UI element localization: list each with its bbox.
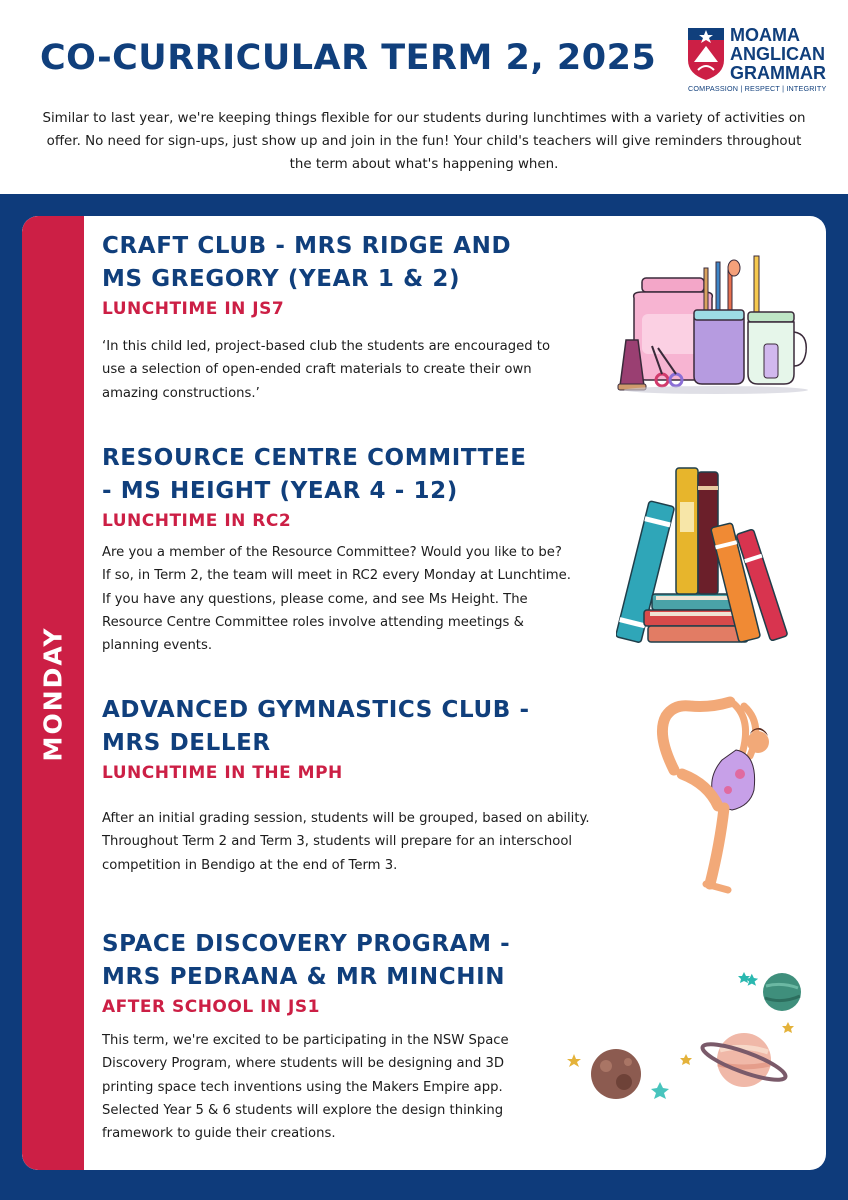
desc-line: Discovery Program, where students will be designing and 3D xyxy=(102,1056,505,1072)
planets-icon xyxy=(560,964,810,1104)
desc-line: Throughout Term 2 and Term 3, students will prepare for an interschool xyxy=(102,834,573,850)
activity-location: AFTER SCHOOL IN JS1 xyxy=(102,997,320,1017)
desc-line: competition in Bendigo at the end of Term 3. xyxy=(102,857,398,873)
intro-text: Similar to last year, we're keeping things flexible for our students during lunchtimes with a variety of activities on offer. No need for sign-ups, just show up and join in the fun! Your child's teachers will give reminders throughout the term about what's happening when. xyxy=(42,111,806,172)
activity-title-line-1: RESOURCE CENTRE COMMITTEE xyxy=(102,445,527,471)
page-title: CO-CURRICULAR TERM 2, 2025 xyxy=(40,38,657,78)
activity-title-line-2: MRS DELLER xyxy=(102,730,271,756)
activity-title-line-1: ADVANCED GYMNASTICS CLUB - xyxy=(102,697,530,723)
desc-line: After an initial grading session, students will be grouped, based on ability. xyxy=(102,811,590,826)
logo-tagline: COMPASSION | RESPECT | INTEGRITY xyxy=(688,84,827,93)
desc-line: amazing constructions.’ xyxy=(102,385,260,401)
activity-title xyxy=(102,442,622,508)
page-header xyxy=(0,0,848,194)
desc-line: This term, we're excited to be participating in the NSW Space xyxy=(102,1033,509,1048)
activity-title-line-1: SPACE DISCOVERY PROGRAM - xyxy=(102,931,511,957)
activity-title xyxy=(102,694,622,760)
activity-location: LUNCHTIME IN THE MPH xyxy=(102,763,343,783)
activity-description xyxy=(102,1029,622,1145)
logo-line-3: GRAMMAR xyxy=(730,63,826,83)
craft-jars-icon xyxy=(612,248,812,398)
activity-title-line-1: CRAFT CLUB - MRS RIDGE AND xyxy=(102,233,512,259)
activity-title xyxy=(102,230,622,296)
logo-name xyxy=(730,26,826,83)
activity-description xyxy=(102,541,622,657)
day-label: MONDAY xyxy=(38,626,68,762)
school-logo xyxy=(686,26,836,96)
activity-location: LUNCHTIME IN RC2 xyxy=(102,511,292,531)
activity-description xyxy=(102,335,622,405)
activity-gymnastics-club xyxy=(102,694,622,877)
activity-resource-centre xyxy=(102,442,622,657)
activity-space-discovery xyxy=(102,928,622,1145)
school-crest-icon xyxy=(686,26,726,82)
gymnast-icon xyxy=(650,694,780,899)
activity-description xyxy=(102,807,622,877)
desc-line: ‘In this child led, project-based club the students are encouraged to xyxy=(102,339,551,354)
activity-location: LUNCHTIME IN JS7 xyxy=(102,299,285,319)
desc-line: Are you a member of the Resource Committee? Would you like to be? xyxy=(102,545,562,560)
activity-title xyxy=(102,928,622,994)
activity-craft-club xyxy=(102,230,622,405)
desc-line: If you have any questions, please come, and see Ms Height. The xyxy=(102,591,528,607)
desc-line: framework to guide their creations. xyxy=(102,1126,336,1142)
desc-line: Selected Year 5 & 6 students will explore the design thinking xyxy=(102,1102,504,1118)
books-icon xyxy=(616,462,806,652)
logo-line-2: ANGLICAN xyxy=(730,44,825,64)
day-bar xyxy=(22,216,84,1170)
desc-line: planning events. xyxy=(102,638,213,654)
activity-title-line-2: MRS PEDRANA & MR MINCHIN xyxy=(102,964,506,990)
desc-line: use a selection of open-ended craft materials to create their own xyxy=(102,362,532,378)
desc-line: Resource Centre Committee roles involve attending meetings & xyxy=(102,614,524,630)
desc-line: If so, in Term 2, the team will meet in RC2 every Monday at Lunchtime. xyxy=(102,568,571,584)
logo-line-1: MOAMA xyxy=(730,25,800,45)
desc-line: printing space tech inventions using the Makers Empire app. xyxy=(102,1079,503,1095)
activity-title-line-2: - MS HEIGHT (YEAR 4 - 12) xyxy=(102,478,458,504)
activity-title-line-2: MS GREGORY (YEAR 1 & 2) xyxy=(102,266,461,292)
